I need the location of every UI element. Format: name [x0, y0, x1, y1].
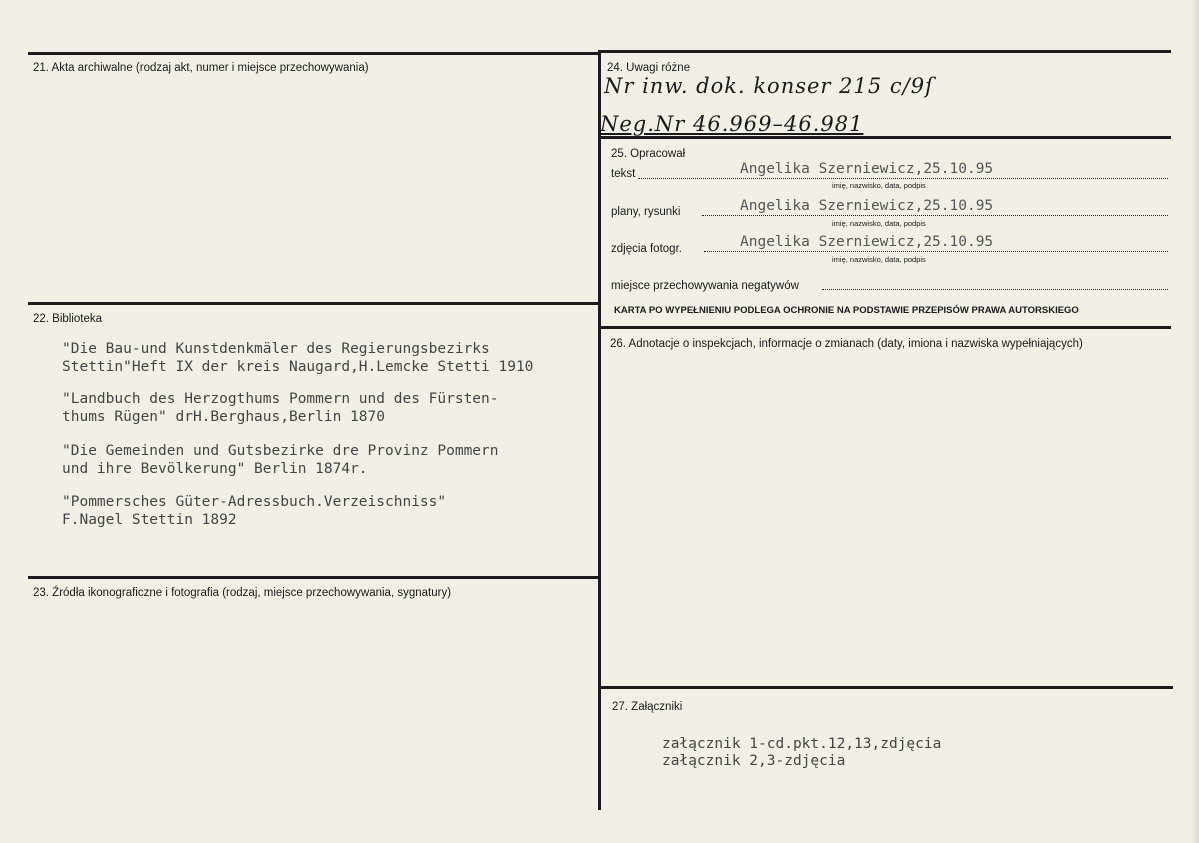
bibliography-entry: "Pommersches Güter-Adressbuch.Verzeischniss" F.Nagel Stettin 1892 — [62, 494, 447, 528]
dotted-line — [638, 178, 1168, 179]
bibliography-entry: "Die Bau-und Kunstdenkmäler des Regierungsbezirks Stettin"Heft IX der kreis Naugard,H.Lemcke Stetti 1910 — [62, 341, 534, 375]
dotted-line — [704, 251, 1168, 252]
copyright-notice: KARTA PO WYPEŁNIENIU PODLEGA OCHRONIE NA PODSTAWIE PRZEPISÓW PRAWA AUTORSKIEGO — [614, 305, 1079, 316]
section-25-label: 25. Opracował — [611, 148, 686, 160]
field-hint: imię, nazwisko, data, podpis — [832, 181, 926, 190]
dotted-line — [702, 215, 1168, 216]
page-edge — [1191, 0, 1199, 843]
field-hint: imię, nazwisko, data, podpis — [832, 255, 926, 264]
handwritten-inventory-note: Nr inw. dok. konser 215 c/9ſ — [604, 74, 934, 98]
top-rule-left — [28, 52, 600, 55]
section-22-label: 22. Biblioteka — [33, 313, 103, 325]
dotted-line — [822, 289, 1168, 290]
row-label-plans: plany, rysunki — [611, 206, 681, 218]
divider-21-22 — [28, 302, 600, 305]
section-27-label: 27. Załączniki — [612, 701, 683, 713]
divider-22-23 — [28, 576, 600, 579]
handwritten-negative-numbers: Neg.Nr 46.969–46.981 — [600, 112, 864, 136]
divider-26-27 — [598, 686, 1173, 689]
section-23-label: 23. Źródła ikonograficzne i fotografia (rodzaj, miejsce przechowywania, sygnatury) — [33, 587, 452, 599]
author-signature: Angelika Szerniewicz,25.10.95 — [740, 198, 994, 214]
author-signature: Angelika Szerniewicz,25.10.95 — [740, 234, 994, 250]
author-signature: Angelika Szerniewicz,25.10.95 — [740, 161, 994, 177]
column-divider — [598, 50, 601, 810]
attachment-entry: załącznik 1-cd.pkt.12,13,zdjęcia — [662, 736, 942, 752]
row-label-photos: zdjęcia fotogr. — [611, 243, 682, 255]
section-26-label: 26. Adnotacje o inspekcjach, informacje o zmianach (daty, imiona i nazwiska wypełniających) — [610, 338, 1083, 350]
top-rule-right — [598, 50, 1171, 53]
section-21-label: 21. Akta archiwalne (rodzaj akt, numer i miejsce przechowywania) — [33, 62, 369, 74]
attachment-entry: załącznik 2,3-zdjęcia — [662, 753, 846, 769]
bibliography-entry: "Landbuch des Herzogthums Pommern und des Fürsten- thums Rügen" drH.Berghaus,Berlin 1870 — [62, 391, 499, 425]
divider-24-25 — [598, 136, 1171, 139]
section-24-label: 24. Uwagi różne — [607, 62, 691, 74]
bibliography-entry: "Die Gemeinden und Gutsbezirke dre Provinz Pommern und ihre Bevölkerung" Berlin 1874r. — [62, 443, 499, 477]
divider-25-26 — [598, 326, 1171, 329]
field-hint: imię, nazwisko, data, podpis — [832, 219, 926, 228]
row-label-text: tekst — [611, 168, 636, 180]
negatives-storage-label: miejsce przechowywania negatywów — [611, 280, 799, 292]
